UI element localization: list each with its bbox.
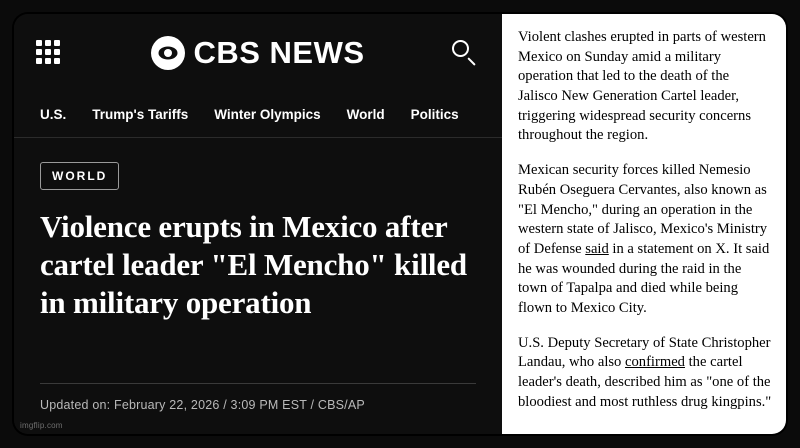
search-icon-ring bbox=[452, 40, 469, 57]
paragraph-3-text-before: U.S. Deputy Secretary of State Christopher Landau, who also bbox=[518, 334, 771, 371]
article-body bbox=[14, 138, 502, 434]
cbs-news-article bbox=[14, 14, 502, 434]
brand-logo bbox=[14, 35, 502, 71]
site-header bbox=[14, 14, 502, 92]
article-meta-wrapper bbox=[40, 383, 476, 434]
paragraph-1-text: Violent clashes erupted in parts of western Mexico on Sunday amid a military operation that led to the death of the Jalisco New Generation Cartel leader, triggering widespread security concerns throughout the region. bbox=[518, 29, 766, 144]
cbs-eye-icon bbox=[151, 36, 185, 70]
paragraph-2-text-after: in a statement on X. It said he was wounded during the raid in the town of Tapalpa and died while being flown to Mexico City. bbox=[518, 240, 770, 316]
summary-paragraph-1 bbox=[518, 28, 772, 146]
nav-item-us[interactable]: U.S. bbox=[40, 107, 67, 122]
primary-nav bbox=[14, 92, 502, 138]
paragraph-3-text-after: the cartel leader's death, described him as "one of the bloodiest and most ruthless drug kingpins." bbox=[518, 354, 772, 410]
nav-item-winter-olympics[interactable]: Winter Olympics bbox=[214, 107, 321, 122]
status-badge[interactable]: WORLD bbox=[40, 162, 119, 190]
watermark: imgflip.com bbox=[20, 421, 63, 430]
page-title: Violence erupts in Mexico after cartel leader "El Mencho" killed in military operation bbox=[40, 209, 467, 320]
brand-name: CBS NEWS bbox=[193, 35, 365, 70]
paragraph-3-link[interactable]: confirmed bbox=[625, 354, 685, 371]
summary-paragraph-2 bbox=[518, 161, 772, 319]
news-card bbox=[14, 14, 786, 434]
divider bbox=[40, 383, 476, 384]
search-icon-handle bbox=[467, 57, 475, 65]
article-timestamp: Updated on: February 22, 2026 / 3:09 PM EST / CBS/AP bbox=[40, 398, 365, 412]
grid-menu-icon[interactable] bbox=[36, 40, 62, 66]
nav-item-trumps-tariffs[interactable]: Trump's Tariffs bbox=[92, 107, 189, 122]
paragraph-2-link[interactable]: said bbox=[585, 240, 609, 257]
summary-panel bbox=[502, 14, 786, 434]
nav-item-world[interactable]: World bbox=[346, 107, 385, 122]
search-icon[interactable] bbox=[450, 38, 480, 68]
summary-paragraph-3 bbox=[518, 334, 772, 413]
paragraph-2-text-before: Mexican security forces killed Nemesio Rubén Oseguera Cervantes, also known as "El Mencho," during an operation in the western state of Jalisco, Mexico's Ministry of Defense bbox=[518, 162, 768, 257]
nav-item-politics[interactable]: Politics bbox=[410, 107, 459, 122]
